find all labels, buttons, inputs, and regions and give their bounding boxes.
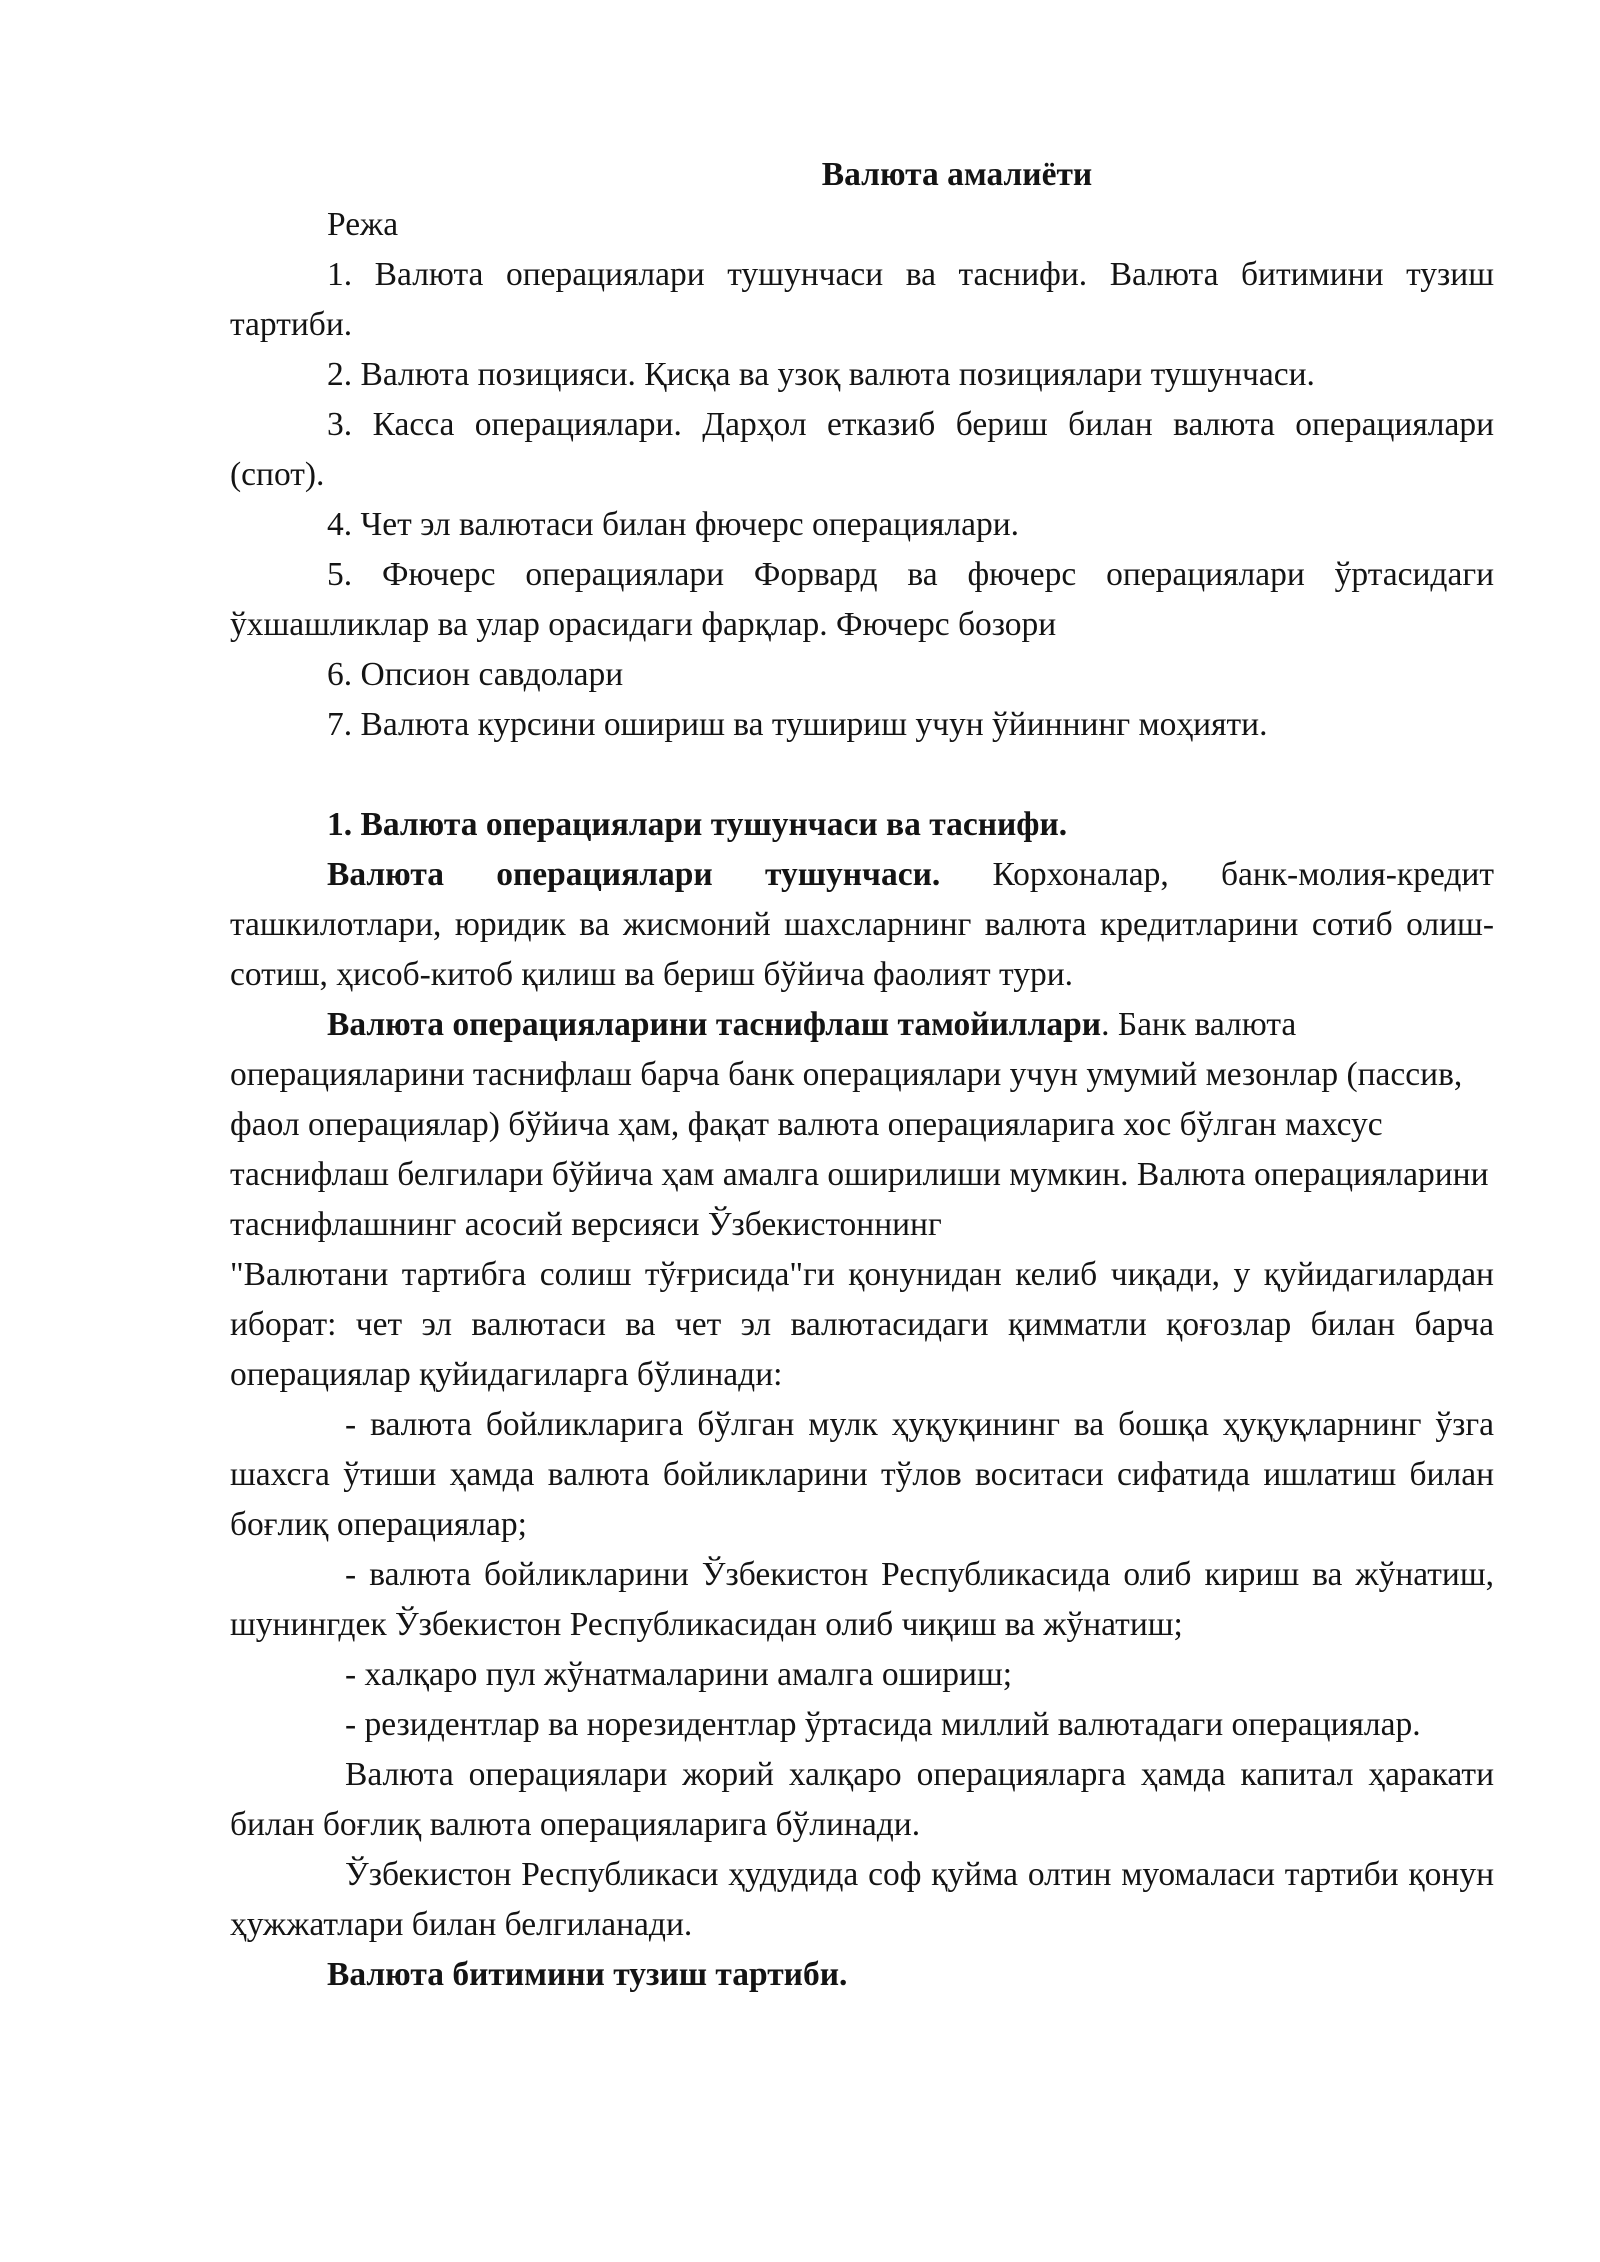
plan-item-4: 4. Чет эл валютаси билан фючерс операциялари. [327, 506, 1020, 543]
list-item-2: - валюта бойликларини Ўзбекистон Республикасида олиб кириш ва жўнатиш, шунингдек Ўзбекистон Республикасидан олиб чиқиш ва жўнатиш; [230, 1556, 1494, 1643]
blank-line [230, 750, 1494, 800]
plan-item-1: 1. Валюта операциялари тушунчаси ва таснифи. Валюта битимини тузиш тартиби. [230, 256, 1494, 343]
principles-term: Валюта операцияларини таснифлаш тамойиллари [327, 1006, 1102, 1043]
final-heading-text: Валюта битимини тузиш тартиби. [327, 1956, 848, 1993]
concept-term: Валюта операциялари тушунчаси. [327, 856, 941, 893]
plan-item-6: 6. Опсион савдолари [327, 656, 624, 693]
section-heading-text: 1. Валюта операциялари тушунчаси ва таснифи. [327, 806, 1068, 843]
section-heading [230, 800, 1494, 850]
plan-item-3: 3. Касса операциялари. Дарҳол етказиб бериш билан валюта операциялари (спот). [230, 406, 1494, 493]
current-ops-paragraph: Валюта операциялари жорий халқаро операцияларга ҳамда капитал ҳаракати билан боғлиқ валюта операцияларига бўлинади. [230, 1756, 1494, 1843]
list-item-3: - халқаро пул жўнатмаларини амалга ошириш; [345, 1656, 1013, 1693]
document-title: Валюта амалиёти [821, 156, 1093, 193]
gold-paragraph: Ўзбекистон Республикаси ҳудудида соф қуйма олтин муомаласи тартиби қонун ҳужжатлари билан белгиланади. [230, 1856, 1494, 1943]
document-page [230, 150, 1494, 2000]
plan-item-5: 5. Фючерс операциялари Форвард ва фючерс операциялари ўртасидаги ўхшашликлар ва улар орасидаги фарқлар. Фючерс бозори [230, 556, 1494, 643]
principles-text-1: . Банк валюта операцияларини таснифлаш барча банк операциялари учун умумий мезонлар (пассив, фаол операциялар) бўйича ҳам, фақат валюта операцияларига хос бўлган махсус таснифлаш белгилари бўйича ҳам амалга оширилиши мумкин. Валюта операцияларини таснифлашнинг асосий версияси Ўзбекистоннинг [230, 1006, 1489, 1243]
plan-item-2: 2. Валюта позицияси. Қисқа ва узоқ валюта позициялари тушунчаси. [327, 356, 1315, 393]
concept-paragraph [230, 850, 1494, 1000]
list-item-4: - резидентлар ва норезидентлар ўртасида миллий валютадаги операциялар. [345, 1706, 1421, 1743]
final-heading [230, 1950, 1494, 2000]
plan-label: Режа [327, 206, 399, 243]
concept-text: Корхоналар, банк-молия-кредит ташкилотлари, юридик ва жисмоний шахсларнинг валюта кредитларини сотиб олиш-сотиш, ҳисоб-китоб қилиш ва бериш бўйича фаолият тури. [230, 856, 1494, 993]
principles-paragraph [230, 1000, 1494, 1250]
principles-paragraph-cont: "Валютани тартибга солиш тўғрисида"ги қонунидан келиб чиқади, у қуйидагилардан иборат: чет эл валютаси ва чет эл валютасидаги қимматли қоғозлар билан барча операциялар қуйидагиларга бўлинади: [230, 1256, 1494, 1393]
plan-item-7: 7. Валюта курсини ошириш ва тушириш учун ўйиннинг моҳияти. [327, 706, 1268, 743]
list-item-1: - валюта бойликларига бўлган мулк ҳуқуқининг ва бошқа ҳуқуқларнинг ўзга шахсга ўтиши ҳамда валюта бойликларини тўлов воситаси сифатида ишлатиш билан боғлиқ операциялар; [230, 1406, 1494, 1543]
